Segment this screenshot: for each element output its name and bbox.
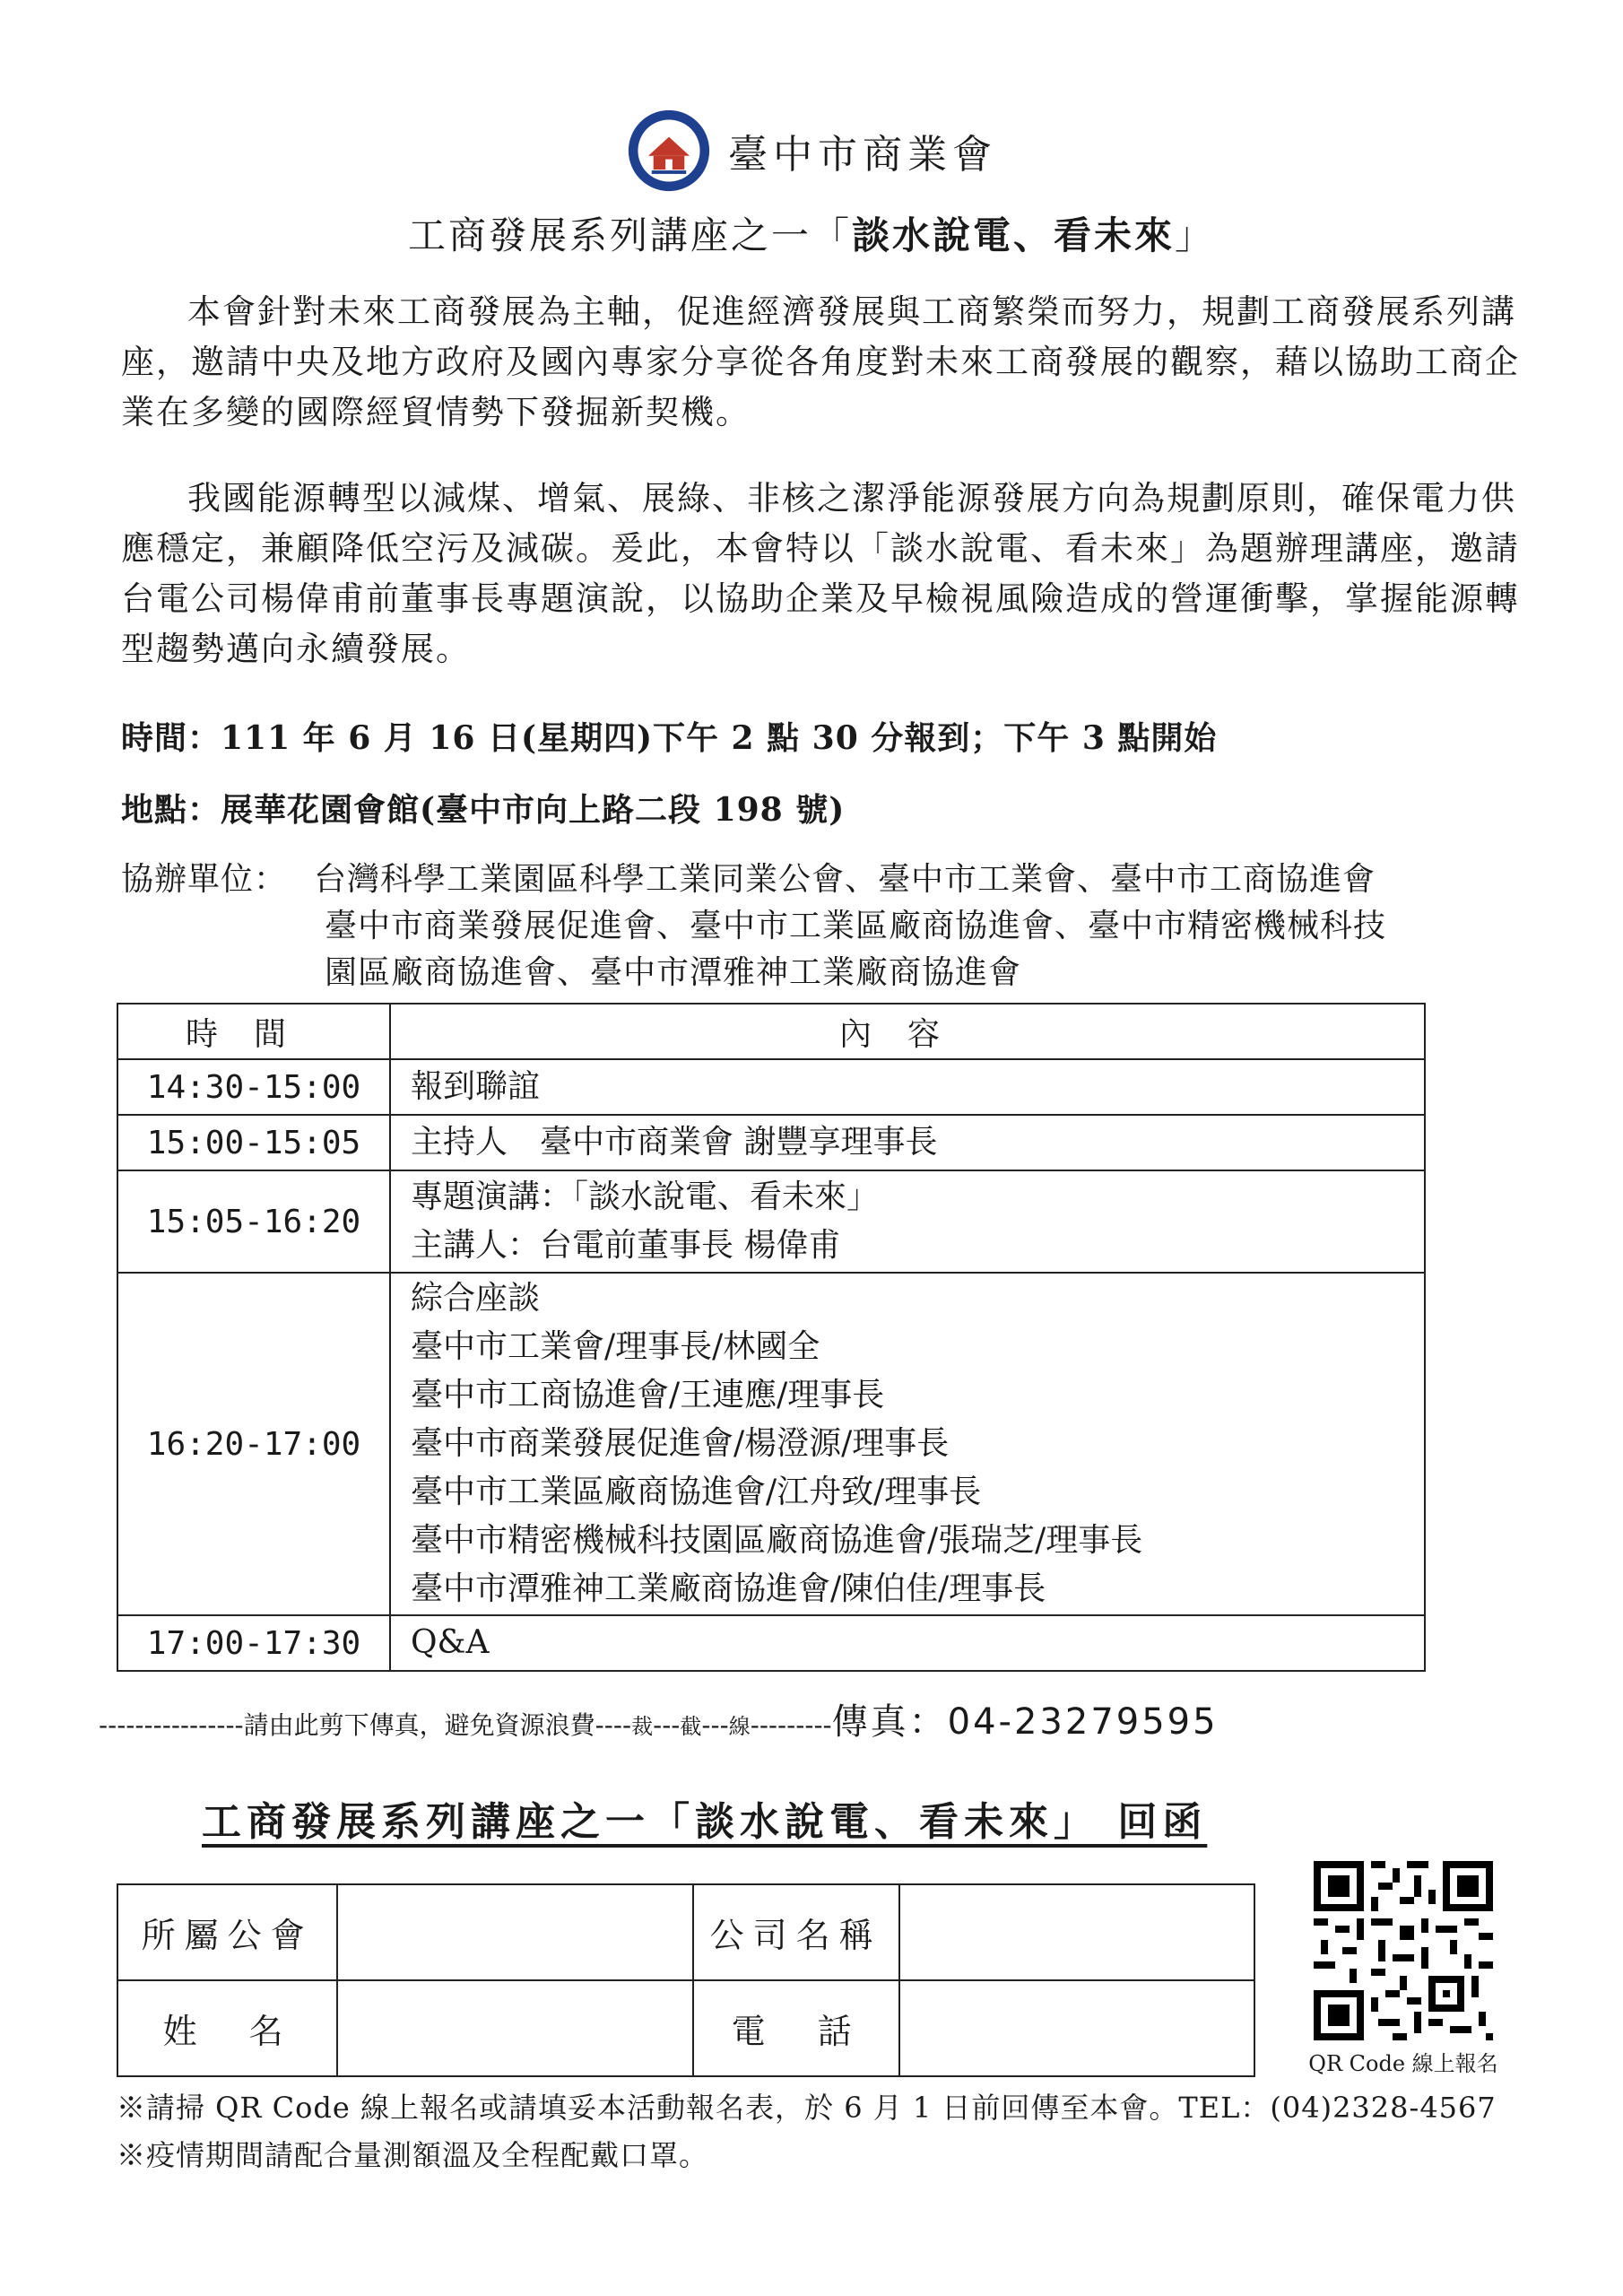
association-field[interactable]: [337, 1884, 692, 1980]
schedule-col-time: 時間: [117, 1004, 390, 1059]
schedule-content: [390, 1170, 1425, 1273]
cut-line: [99, 1693, 1533, 1744]
registration-note: ※請掃 QR Code 線上報名或請填妥本活動報名表，於 6 月 1 日前回傳至本會。TEL：(04)2328-4567: [117, 2091, 1497, 2125]
content-line: 臺中市工業區廠商協進會/江舟致/理事長: [411, 1474, 982, 1510]
schedule-time: 15:05-16:20: [117, 1170, 390, 1273]
event-time: 時間：111 年 6 月 16 日(星期四)下午 2 點 30 分報到；下午 3 點開始: [121, 719, 1218, 757]
cut-mark: 截: [680, 1714, 702, 1739]
subtitle-prefix: 工商發展系列講座之一「: [407, 213, 852, 257]
content-line: 臺中市潭雅神工業廠商協進會/陳伯佳/理事長: [411, 1570, 1046, 1607]
subtitle-suffix: 」: [1175, 213, 1216, 257]
schedule-content: 主持人 臺中市商業會 謝豐享理事長: [390, 1115, 1425, 1170]
registration-form: [117, 1883, 1255, 2077]
name-field[interactable]: [337, 1980, 692, 2076]
content-line: 綜合座談: [411, 1280, 541, 1317]
subtitle-topic: 談水說電、看未來: [851, 213, 1175, 257]
qr-block: [1296, 1861, 1511, 2077]
cut-instruction: 請由此剪下傳真，避免資源浪費: [243, 1710, 595, 1740]
schedule-time: 15:00-15:05: [117, 1115, 390, 1170]
schedule-content: Q&A: [390, 1615, 1425, 1671]
form-row: [117, 1884, 1254, 1980]
dash-segment: ---: [653, 1710, 681, 1740]
schedule-header-row: [117, 1004, 1425, 1059]
schedule-table: [117, 1003, 1426, 1672]
content-line: 主講人：台電前董事長 楊偉甫: [411, 1227, 841, 1264]
dash-segment: ---------: [750, 1710, 832, 1740]
company-field[interactable]: [899, 1884, 1254, 1980]
event-place: 地點：展華花園會館(臺中市向上路二段 198 號): [121, 791, 846, 829]
form-row: [117, 1980, 1254, 2076]
table-row: [117, 1170, 1425, 1273]
label-company: 公司名稱: [693, 1884, 899, 1980]
content-line: 臺中市商業發展促進會/楊澄源/理事長: [411, 1425, 950, 1462]
schedule-time: 17:00-17:30: [117, 1615, 390, 1671]
schedule-content: 報到聯誼: [390, 1059, 1425, 1115]
co-organizers-line: 臺中市商業發展促進會、臺中市工業區廠商協進會、臺中市精密機械科技: [325, 908, 1387, 944]
schedule-time: 16:20-17:00: [117, 1273, 390, 1615]
co-organizers-line: 台灣科學工業園區科學工業同業公會、臺中市工業會、臺中市工商協進會: [314, 861, 1376, 898]
org-name: 臺中市商業會: [728, 132, 997, 178]
health-note: ※疫情期間請配合量測額溫及全程配戴口罩。: [117, 2138, 709, 2172]
dash-segment: ----: [595, 1710, 632, 1740]
content-line: 臺中市工業會/理事長/林國全: [411, 1328, 820, 1365]
content-line: 臺中市精密機械科技園區廠商協進會/張瑞芝/理事長: [411, 1522, 1143, 1559]
table-row: [117, 1115, 1425, 1170]
fax-number: 傳真：04-23279595: [831, 1701, 1219, 1743]
event-subtitle: [0, 206, 1623, 260]
schedule-content: [390, 1273, 1425, 1615]
table-row: [117, 1273, 1425, 1615]
label-name: 姓 名: [117, 1980, 337, 2076]
org-line: [626, 108, 997, 194]
intro-paragraph-1: 本會針對未來工商發展為主軸，促進經濟發展與工商繁榮而努力，規劃工商發展系列講座，邀請中央及地方政府及國內專家分享從各角度對未來工商發展的觀察，藉以協助工商企業在多變的國際經貿情勢下發掘新契機。: [121, 292, 1520, 431]
phone-field[interactable]: [899, 1980, 1254, 2076]
qr-code-icon[interactable]: [1314, 1861, 1493, 2040]
schedule-time: 14:30-15:00: [117, 1059, 390, 1115]
label-association: 所屬公會: [117, 1884, 337, 1980]
label-phone: 電 話: [693, 1980, 899, 2076]
dash-segment: ----------------: [99, 1710, 244, 1740]
co-organizers-list: [314, 857, 1386, 996]
header: [0, 108, 1623, 197]
dash-segment: ---: [701, 1710, 729, 1740]
qr-caption: QR Code 線上報名: [1308, 2051, 1498, 2076]
table-row: [117, 1615, 1425, 1671]
reply-title: 工商發展系列講座之一「談水說電、看未來」 回函: [202, 1799, 1208, 1845]
co-organizers-line: 園區廠商協進會、臺中市潭雅神工業廠商協進會: [325, 954, 1022, 991]
table-row: [117, 1059, 1425, 1115]
co-organizers-label: 協辦單位：: [121, 861, 288, 898]
chamber-logo-icon: [626, 108, 712, 194]
content-line: 專題演講：「談水說電、看未來」: [411, 1178, 880, 1215]
schedule-col-content: 內容: [390, 1004, 1425, 1059]
cut-mark: 線: [728, 1714, 751, 1739]
cut-mark: 裁: [631, 1714, 654, 1739]
content-line: 臺中市工商協進會/王連應/理事長: [411, 1377, 885, 1413]
intro-paragraph-2: 我國能源轉型以減煤、增氣、展綠、非核之潔淨能源發展方向為規劃原則，確保電力供應穩定，兼顧降低空污及減碳。爰此，本會特以「談水說電、看未來」為題辦理講座，邀請台電公司楊偉甫前董事長專題演說，以協助企業及早檢視風險造成的營運衝擊，掌握能源轉型趨勢邁向永續發展。: [121, 479, 1520, 668]
